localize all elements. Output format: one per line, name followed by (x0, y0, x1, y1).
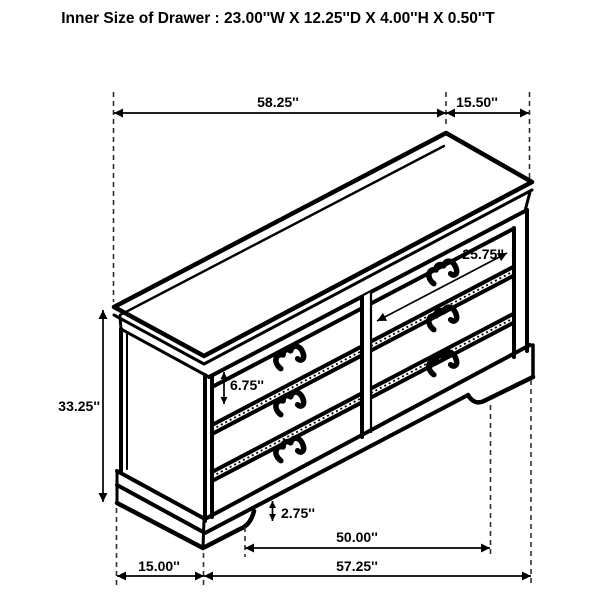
dim-label-height: 33.25'' (58, 398, 100, 414)
drawer-handle (273, 389, 306, 417)
dim-label-base-height: 2.75'' (281, 505, 315, 521)
drawer-handle (273, 343, 306, 371)
dim-label-top-width: 58.25'' (257, 94, 299, 110)
dim-label-top-depth: 15.50'' (456, 94, 498, 110)
dim-label-between-feet: 50.00'' (336, 529, 378, 545)
dim-label-body-width: 57.25'' (336, 558, 378, 574)
dim-label-body-depth: 15.00'' (138, 558, 180, 574)
dim-label-drawer-diagonal: 25.75'' (462, 246, 504, 262)
drawer-handle (426, 349, 459, 377)
dresser-side-panel (121, 329, 212, 521)
dim-label-drawer-height: 6.75'' (230, 377, 264, 393)
dresser-illustration (114, 133, 533, 548)
diagram-title: Inner Size of Drawer : 23.00''W X 12.25''D X 4.00''H X 0.50''T (61, 10, 495, 27)
